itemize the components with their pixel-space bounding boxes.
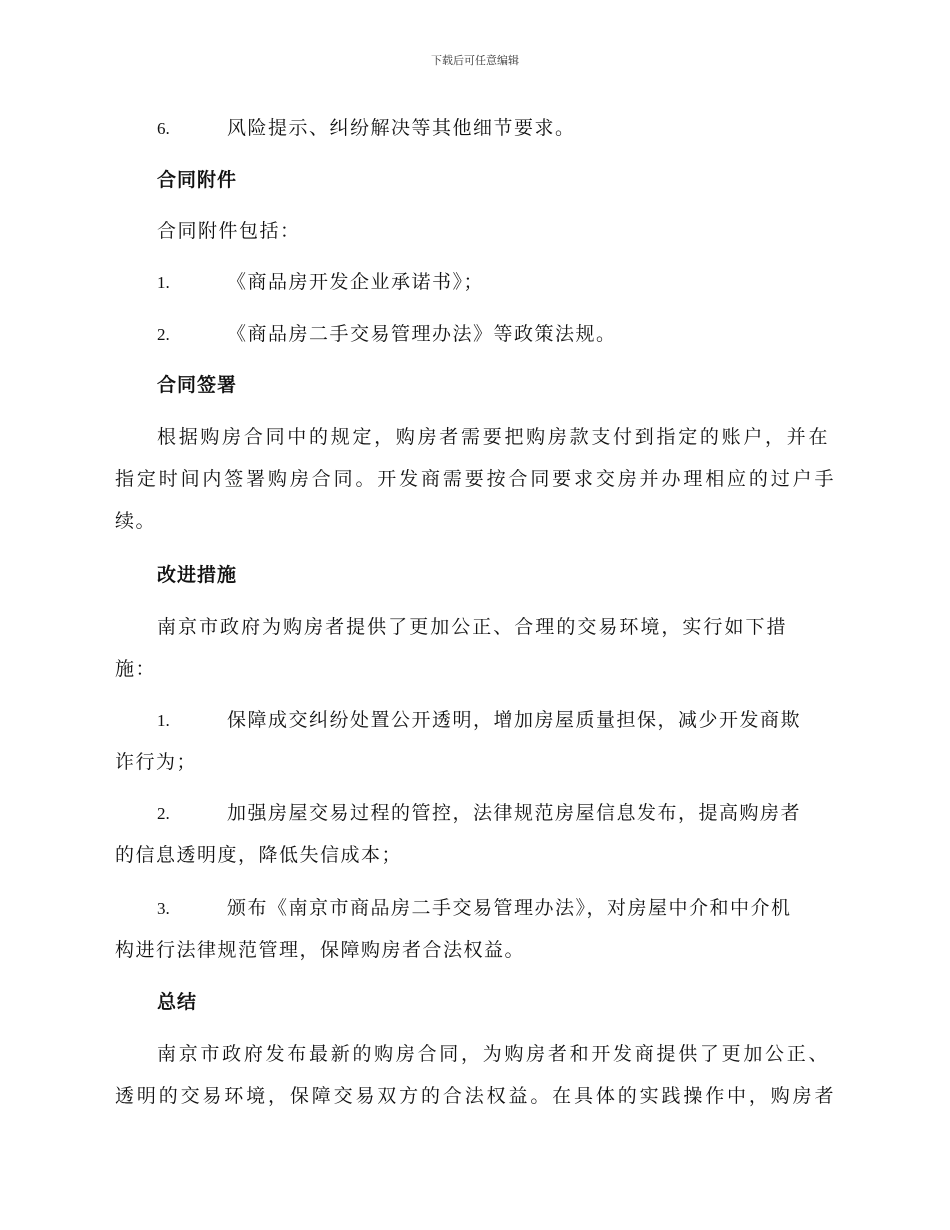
paragraph-line: 南京市政府为购房者提供了更加公正、合理的交易环境，实行如下措 — [157, 616, 787, 638]
list-item-continuation: 诈行为； — [115, 751, 198, 773]
section-heading-summary: 总结 — [157, 991, 198, 1013]
paragraph-line: 南京市政府发布最新的购房合同，为购房者和开发商提供了更加公正、 — [157, 1043, 829, 1065]
list-number: 2. — [157, 804, 170, 823]
paragraph-line: 根据购房合同中的规定，购房者需要把购房款支付到指定的账户，并在 — [157, 426, 829, 448]
page-header: 下载后可任意编辑 — [431, 54, 519, 67]
list-number: 2. — [157, 325, 170, 344]
list-item — [157, 116, 877, 141]
list-item-continuation: 的信息透明度，降低失信成本； — [115, 844, 403, 866]
list-number: 1. — [157, 273, 170, 292]
list-item — [157, 322, 877, 347]
list-item — [157, 708, 833, 733]
paragraph: 合同附件包括： — [157, 220, 301, 242]
list-text: 《商品房开发企业承诺书》； — [227, 271, 485, 293]
paragraph-line: 指定时间内签署购房合同。开发商需要按合同要求交房并办理相应的过户手 — [115, 468, 835, 490]
list-item-continuation: 构进行法律规范管理，保障购房者合法权益。 — [115, 939, 526, 961]
paragraph-line: 透明的交易环境，保障交易双方的合法权益。在具体的实践操作中，购房者 — [115, 1085, 835, 1107]
list-number: 3. — [157, 899, 170, 918]
paragraph-line: 续。 — [115, 510, 157, 532]
list-item — [157, 270, 877, 295]
list-text: 颁布《南京市商品房二手交易管理办法》，对房屋中介和中介机 — [227, 897, 792, 919]
paragraph-line: 施： — [115, 658, 157, 680]
section-heading-signing: 合同签署 — [157, 374, 238, 396]
list-item — [157, 801, 833, 826]
list-item — [157, 896, 833, 921]
list-text: 《商品房二手交易管理办法》等政策法规。 — [227, 323, 617, 345]
list-text: 风险提示、纠纷解决等其他细节要求。 — [227, 117, 576, 139]
list-text: 保障成交纠纷处置公开透明，增加房屋质量担保，减少开发商欺 — [227, 709, 802, 731]
section-heading-attachments: 合同附件 — [157, 169, 238, 191]
list-number: 1. — [157, 711, 170, 730]
section-heading-measures: 改进措施 — [157, 564, 238, 586]
list-text: 加强房屋交易过程的管控，法律规范房屋信息发布，提高购房者 — [227, 802, 802, 824]
list-number: 6. — [157, 119, 170, 138]
